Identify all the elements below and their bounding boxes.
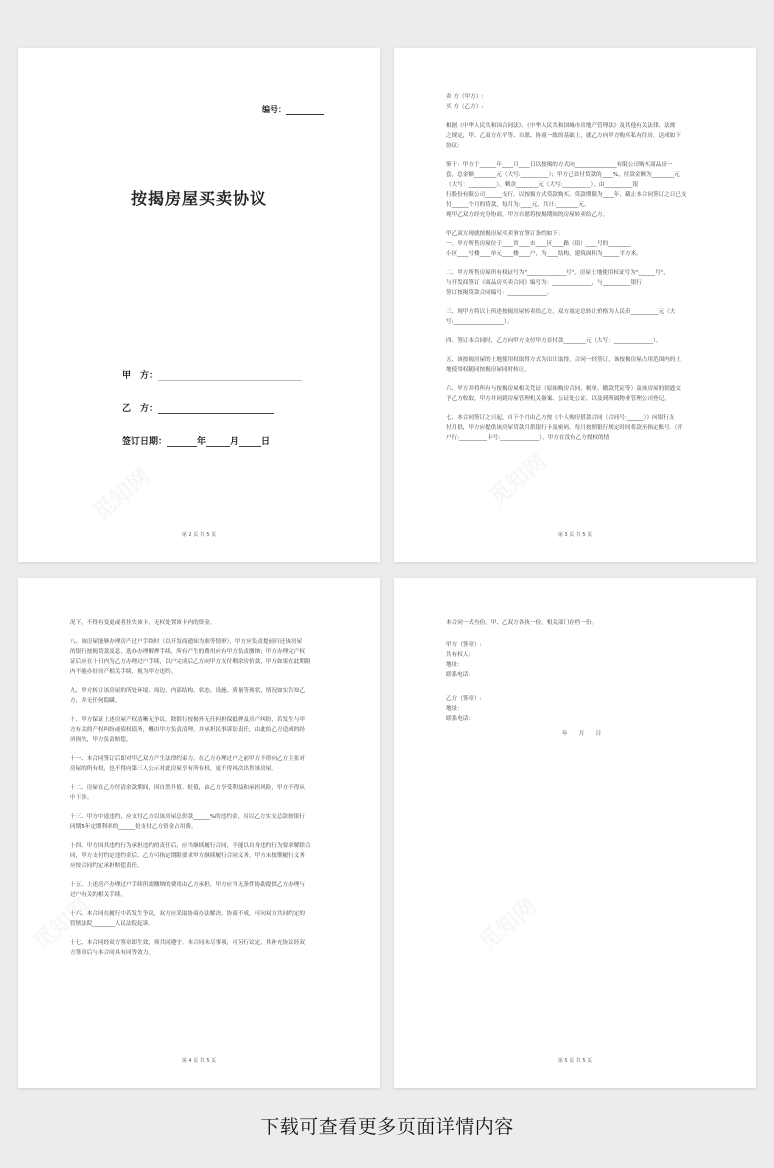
- contract-paragraph: [446, 336, 706, 346]
- contract-line: 六、甲方并将所有与按揭房屋相关凭证（原始购房合同、税单、缴款凭证等）及该房屋的钥匙交: [446, 386, 681, 392]
- page-footer: 第 3 页 共 5 页: [557, 532, 593, 538]
- contract-line: 甲乙双方现就按揭房屋买卖事宜签订条约如下：: [446, 231, 564, 237]
- contract-line: 同期5年定期利率的______倍支付乙方资金占用费。: [70, 824, 197, 830]
- contract-paragraph: [446, 229, 706, 259]
- watermark: [472, 890, 542, 956]
- contract-line: 十六、本合同在履行中若发生争议，双方应采取协商办法解决。协商不成，可向双方共同约定的: [70, 911, 305, 917]
- contract-line: 现甲乙双方经充分协商，甲方自愿将按揭期间的房屋转卖给乙方。: [446, 212, 609, 218]
- contract-line: 二、甲方所售房屋所有权证号为"______________号"，房屋土地使用权证号为"______号"，: [446, 270, 669, 276]
- contract-line: 十五、上述房产办理过户手续所需缴纳的费用由乙方承担，甲方应当无条件协助提供乙方办理与: [70, 882, 305, 888]
- contract-line: 方，并无任何隐瞒。: [70, 698, 121, 704]
- party-b-blank: [158, 404, 274, 414]
- contract-line: 付______个月的贷款，每月为:____元，共计:________元。: [446, 202, 590, 208]
- contract-line: 十二、房屋在乙方付清余款期间，因自然升值、贬值，由乙方享受利益和承担风险，甲方不得从: [70, 785, 305, 791]
- contract-line: 内不能办好房产相关手续，视为甲方违约。: [70, 669, 177, 675]
- contract-line: 中干涉。: [70, 795, 93, 801]
- contract-line: 小区____号楼____单元____楼____户，为____结构，建筑面积为______平方米。: [446, 251, 642, 257]
- party-a-blank: [158, 371, 302, 381]
- contract-line: 行股份有限公司______支行，以按揭方式贷款购买，贷款期限为____年，截止本合同签订之日已支: [446, 192, 687, 198]
- contract-line: 应按合同约定承担赔偿责任。: [70, 863, 143, 869]
- document-page-2: [18, 48, 380, 562]
- contract-body: [446, 92, 706, 452]
- contract-paragraph: [446, 92, 706, 112]
- contract-line: 一、甲方所售房屋位于____省____市____区____路（街）____号的________: [446, 241, 631, 247]
- contract-paragraph: [446, 355, 706, 375]
- document-page-5: [394, 578, 756, 1088]
- watermark: [482, 445, 552, 511]
- contract-paragraph: [446, 413, 706, 443]
- contract-line: 的银行按揭贷款及息，选办办理解押手续，所有产生的费用应有甲方负责缴纳；甲方办理完产权: [70, 649, 305, 655]
- contract-line: 十四、甲方因其违约行为承担违约的责任后，应当继续履行合同，不能以自身违约行为要求解除合: [70, 843, 311, 849]
- page-footer: 第 2 页 共 5 页: [181, 532, 217, 538]
- contract-line: 同，甲方支付约定违约金后，乙方可指定期限要求甲方继续履行合同义务，甲方未按期履行义务: [70, 853, 305, 859]
- contract-line: 与开发商签订《商品房买卖合同》编号为：______________，与__________银行: [446, 280, 642, 286]
- contract-line: 五、该按揭房屋的土地使用权取得方式为出让取得，合同一经签订，该按揭房屋占用范围内的土: [446, 357, 681, 363]
- contract-line: 八、该房屋能够办理房产过户手续时（以开发商通知为准等情形），甲方应负责提前归还该房屋: [70, 639, 303, 645]
- contract-line: 证后应在十日内为乙方办理过户手续，以户完成后乙方向甲方支付剩余房价款，甲方如果在此期限: [70, 659, 311, 665]
- document-page-4: [18, 578, 380, 1088]
- contract-paragraph: [446, 384, 706, 404]
- party-a-block: 甲方（签章）: 共有权人： 地址： 联系电话：: [446, 642, 482, 678]
- contract-paragraph: [70, 618, 330, 628]
- serial-number-field: 编号：: [262, 104, 324, 115]
- contract-paragraph: [446, 121, 706, 151]
- contract-line: 协议:: [446, 143, 460, 149]
- contract-line: 九、甲方转让该房屋的所处环境、周边、内部结构、状态、设施、质量等现状，情况如实告知乙: [70, 688, 305, 694]
- contract-line: 三、现甲方将以上所述按揭房屋转卖给乙方，双方商定总转让价格为人民币__________元（大: [446, 309, 676, 315]
- contract-line: 方有关的产权纠纷或债权债务，概由甲方负责清理，并承担民事诉讼责任，由此给乙方造成的经: [70, 727, 305, 733]
- contract-line: 十三、甲方中途违约，应支付乙方以该房屋总价款______%的违约金，另以乙方实支总款按银行: [70, 814, 305, 820]
- contract-paragraph: [446, 307, 706, 327]
- contract-paragraph: [446, 268, 706, 298]
- contract-line: 买 方（乙方）:: [446, 104, 484, 110]
- contract-paragraph: [70, 841, 330, 871]
- contract-line: 写:__________________）。: [446, 319, 513, 325]
- contract-line: 十一、本合同签订后即对甲乙双方产生法律约束力，在乙方办理过户之前甲方不得向乙方主张对: [70, 756, 305, 762]
- contract-line: 地使用权随同按揭房屋同时转让。: [446, 367, 530, 373]
- serial-number-blank: [286, 106, 324, 115]
- contract-line: 四、签订本合同时，乙方向甲方支付甲方首付款________元（大写：______________）。: [446, 338, 662, 344]
- date-line: 年 月 日: [562, 731, 602, 737]
- party-b-block: 乙方（签章）: 地址： 联系电话：: [446, 696, 482, 722]
- contract-line: 济损失，甲方负责赔偿。: [70, 737, 132, 743]
- party-b-signature-line: 乙 方：: [122, 401, 274, 414]
- contract-line: 房屋的所有权，也不得向第三人公示对此房屋享有所有权，更不得再次出售该房屋。: [70, 766, 277, 772]
- copies-statement: 本合同一式叁份，甲、乙双方各执一份，相关部门存档一份。: [446, 620, 598, 626]
- contract-line: 七、本合同签订之日起，自下个月由乙方按《个人购房借款合同（合同号:______）》向银行支: [446, 415, 675, 421]
- contract-line: 付月供，甲方应提供该房屋贷款月供银行卡及密码，每月按照银行规定时间将款至指定账号.（开: [446, 425, 683, 431]
- contract-paragraph: [70, 686, 330, 706]
- contract-line: 套，总金额________元（大写:__________）；甲方已首付贷款的____%，付款金额为________元: [446, 172, 680, 178]
- contract-paragraph: [70, 715, 330, 745]
- contract-paragraph: [446, 160, 706, 220]
- contract-line: （大写：__________），剩余________元（大写:__________），由__________银: [446, 182, 639, 188]
- contract-line: 况下，不得有变更或者挂失该卡，无权处置该卡内的资金。: [70, 620, 216, 626]
- contract-line: 十七、本合同经双方签章即生效，须共同遵守。本合同未尽事项，可另行议定，其补充协议经双: [70, 940, 305, 946]
- contract-line: 卖 方（甲方）:: [446, 94, 484, 100]
- sign-date-line: 签订日期： 年 月 日: [122, 437, 271, 447]
- contract-line: 过户有关的相关手续。: [70, 892, 126, 898]
- contract-body: [70, 618, 330, 967]
- contract-line: 管辖法院________人民法院起诉。: [70, 921, 154, 927]
- download-caption: 下载可查看更多页面详情内容: [260, 1116, 514, 1138]
- party-a-signature-line: 甲 方：: [122, 368, 302, 381]
- watermark: [86, 460, 156, 526]
- contract-paragraph: [70, 754, 330, 774]
- contract-paragraph: [70, 783, 330, 803]
- contract-line: 方签章后与本合同具有同等效力。: [70, 950, 154, 956]
- contract-line: 签订按揭贷款合同编号：______________。: [446, 290, 553, 296]
- contract-line: 予乙方收取，甲方并同到房屋管理机关备案、公证处公证，以及到所属物业管理公司登记。: [446, 396, 670, 402]
- contract-line: 户行:__________卡号:______________），甲方在没有乙方授权的情: [446, 435, 610, 441]
- signature-section: [446, 618, 706, 739]
- contract-paragraph: [70, 637, 330, 677]
- contract-paragraph: [70, 909, 330, 929]
- contract-paragraph: [70, 812, 330, 832]
- document-page-3: [394, 48, 756, 562]
- page-footer: 第 4 页 共 5 页: [181, 1058, 217, 1064]
- contract-line: 之规定，甲、乙双方在平等、自愿、协商一致的基础上，就乙方向甲方购买私有住房，达成如下: [446, 133, 681, 139]
- document-title: 按揭房屋买卖协议: [130, 189, 267, 208]
- contract-paragraph: [70, 938, 330, 958]
- contract-paragraph: [70, 880, 330, 900]
- page-footer: 第 5 页 共 5 页: [557, 1058, 593, 1064]
- contract-line: 根据《中华人民共和国合同法》、《中华人民共和国城市房地产管理法》及其他有关法律、法规: [446, 123, 676, 129]
- contract-line: 十、甲方保证上述房屋产权清晰无争议，除银行按揭外无任何担保抵押及房产纠纷，若发生与甲: [70, 717, 305, 723]
- contract-line: 鉴于：甲方于______年____月____日以按揭的方式向_______________有限公司购买商品房一: [446, 162, 673, 168]
